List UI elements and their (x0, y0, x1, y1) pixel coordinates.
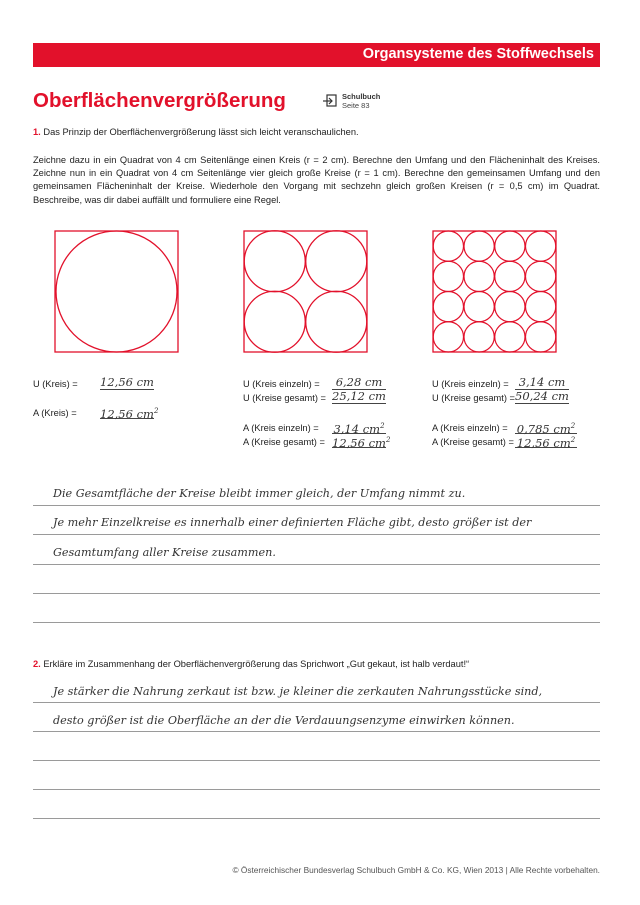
writing-line (33, 731, 600, 732)
writing-line (33, 789, 600, 790)
small-circle (526, 292, 556, 322)
small-circle (433, 231, 463, 261)
book-label: Schulbuch (342, 92, 381, 101)
small-circle (495, 292, 525, 322)
figure-one-circle (54, 230, 182, 354)
u-kreis-label: U (Kreis) = (33, 379, 78, 389)
a-kreis-einzeln-value-16: 0,785 $cm^2$ (515, 419, 577, 434)
task1-number: 1. (33, 127, 41, 137)
small-circle (495, 322, 525, 352)
task2-text: Erkläre im Zusammenhang der Oberflächenvergrößerung das Sprichwort „Gut gekaut, ist halb verdaut!“ (43, 659, 470, 669)
book-page: Seite 83 (342, 101, 370, 110)
a-kreise-gesamt-value-4: 12,56 $cm^2$ (332, 433, 386, 448)
u-kreis-einzeln-value-4: 6,28 cm (332, 375, 386, 390)
u-kreis-einzeln-label-4: U (Kreis einzeln) = (243, 379, 320, 389)
task1-intro-text: Das Prinzip der Oberflächenvergrößerung lässt sich leicht veranschaulichen. (43, 127, 359, 137)
writing-line (33, 593, 600, 594)
small-circle (464, 231, 494, 261)
answer2-line-2: desto größer ist die Oberfläche an der die Verdauungsenzyme einwirken können. (53, 714, 515, 727)
book-reference (322, 92, 382, 114)
small-circle (433, 261, 463, 291)
small-circle (433, 292, 463, 322)
a-kreise-gesamt-label-4: A (Kreise gesamt) = (243, 437, 325, 447)
small-circle (495, 261, 525, 291)
a-kreis-einzeln-value-4: 3,14 $cm^2$ (332, 419, 386, 434)
answer1-line-2: Je mehr Einzelkreise es innerhalb einer definierten Fläche gibt, desto größer ist der (53, 516, 532, 529)
small-circle (526, 231, 556, 261)
writing-line (33, 702, 600, 703)
writing-line (33, 818, 600, 819)
writing-line (33, 760, 600, 761)
u-kreise-gesamt-label-16: U (Kreise gesamt) = (432, 393, 515, 403)
a-kreis-value: 12,56 $cm^2$ (100, 404, 154, 419)
u-kreise-gesamt-value-4: 25,12 cm (332, 389, 386, 403)
u-kreis-einzeln-value-16: 3,14 cm (515, 375, 569, 390)
writing-line (33, 505, 600, 506)
writing-line (33, 534, 600, 535)
u-kreise-gesamt-value-16: 50,24 cm (515, 389, 569, 403)
small-circle (526, 322, 556, 352)
answer1-line-3: Gesamtumfang aller Kreise zusammen. (53, 546, 276, 559)
u-kreis-value: 12,56 cm (100, 375, 154, 389)
small-circle (526, 261, 556, 291)
page-title: Oberflächenvergrößerung (33, 89, 286, 112)
a-kreis-einzeln-label-16: A (Kreis einzeln) = (432, 423, 508, 433)
task2-question (33, 659, 469, 669)
answer1-line-1: Die Gesamtfläche der Kreise bleibt immer gleich, der Umfang nimmt zu. (53, 487, 466, 500)
task1-instructions: Zeichne dazu in ein Quadrat von 4 cm Seitenlänge einen Kreis (r = 2 cm). Berechne den Umfang und den Flächeninhalt des Kreises. Zeichne nun in ein Quadrat von 4 cm Seitenlänge vier gleich große Kreise (r = 1 cm). Berechne den gemeinsamen Umfang und den gemeinsamen Flächeninhalt der Kreise. Wiederhole den Vorgang mit sechzehn gleich großen Kreisen (r = 0,5 cm) im Quadrat. Beschreibe, was dir dabei auffällt und formuliere eine Regel. (33, 155, 600, 205)
writing-line (33, 564, 600, 565)
small-circle (464, 322, 494, 352)
small-circle (495, 231, 525, 261)
small-circle (464, 261, 494, 291)
a-kreis-einzeln-label-4: A (Kreis einzeln) = (243, 423, 319, 433)
a-kreise-gesamt-label-16: A (Kreise gesamt) = (432, 437, 514, 447)
task2-number: 2. (33, 659, 41, 669)
a-kreis-label: A (Kreis) = (33, 408, 77, 418)
a-kreise-gesamt-value-16: 12,56 $cm^2$ (515, 433, 577, 448)
small-circle (464, 292, 494, 322)
header-banner (33, 43, 600, 67)
task1-intro (33, 127, 359, 137)
figure-four-circles (243, 230, 371, 354)
banner-title: Organsysteme des Stoffwechsels (362, 46, 594, 62)
figure-sixteen-circles (432, 230, 560, 354)
answer2-line-1: Je stärker die Nahrung zerkaut ist bzw. je kleiner die zerkauten Nahrungsstücke sind, (53, 685, 543, 698)
u-kreis-einzeln-label-16: U (Kreis einzeln) = (432, 379, 509, 389)
u-kreise-gesamt-label-4: U (Kreise gesamt) = (243, 393, 326, 403)
small-circle (433, 322, 463, 352)
writing-line (33, 622, 600, 623)
book-arrow-icon (322, 94, 338, 108)
copyright-footer: © Österreichischer Bundesverlag Schulbuch GmbH & Co. KG, Wien 2013 | Alle Rechte vorbehalten. (232, 865, 600, 875)
